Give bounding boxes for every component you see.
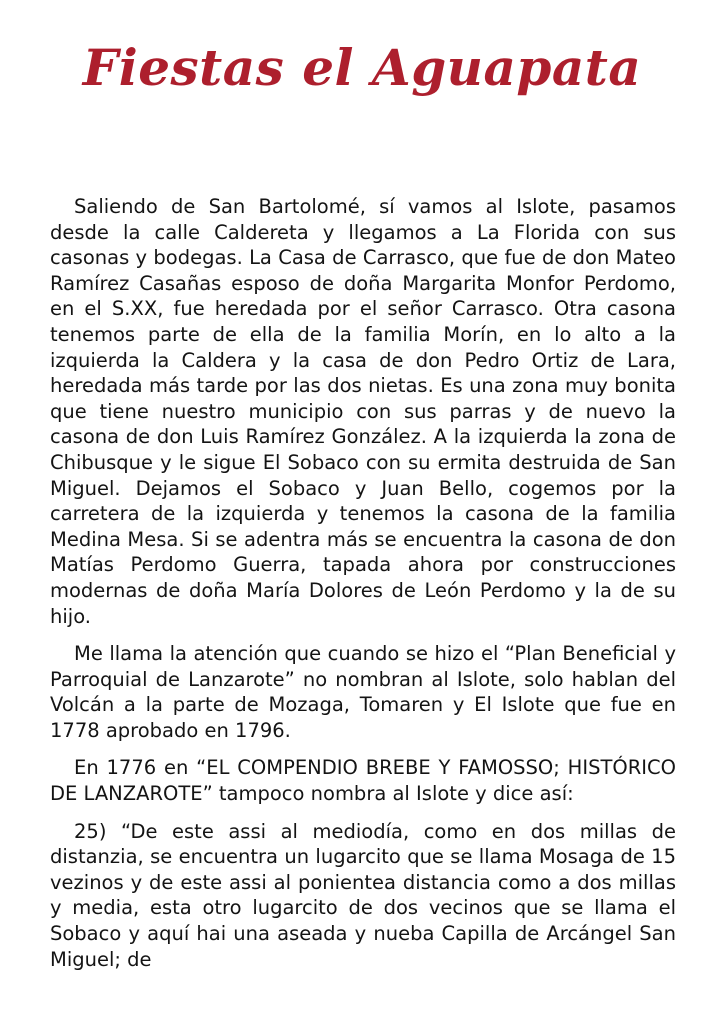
paragraph-1: Saliendo de San Bartolomé, sí vamos al Islote, pasamos desde la calle Caldereta y llegamos a La Florida con sus casonas y bodegas. La Casa de Carrasco, que fue de don Mateo Ramírez Casañas esposo de doña Margarita Monfor Perdomo, en el S.XX, fue heredada por el señor Carrasco. Otra casona tenemos parte de ella de la familia Morín, en lo alto a la izquierda la Caldera y la casa de don Pedro Ortiz de Lara, heredada más tarde por las dos nietas. Es una zona muy bonita que tiene nuestro municipio con sus parras y de nuevo la casona de don Luis Ramírez González. A la izquierda la zona de Chibusque y le sigue El Sobaco con su ermita destruida de San Miguel. Dejamos el Sobaco y Juan Bello, cogemos por la carretera de la izquierda y tenemos la casona de la familia Medina Mesa. Si se adentra más se encuentra la casona de don Matías Perdomo Guerra, tapada ahora por construcciones modernas de doña María Dolores de León Perdomo y la de su hijo. <box>50 195 676 628</box>
page-title: Fiestas el Aguapata <box>82 38 642 97</box>
paragraph-3: En 1776 en “EL COMPENDIO BREBE Y FAMOSSO; HISTÓRICO DE LANZAROTE” tampoco nombra al Islote y dice así: <box>50 756 676 806</box>
paragraph-4: 25) “De este assi al mediodía, como en dos millas de distanzia, se encuentra un lugarcito que se llama Mosaga de 15 vezinos y de este assi al ponientea distancia como a dos millas y media, esta otro lugarcito de dos vecinos que se llama el Sobaco y aquí hai una aseada y nueba Capilla de Arcángel San Miguel; de <box>50 819 676 971</box>
paragraph-2: Me llama la atención que cuando se hizo el “Plan Beneficial y Parroquial de Lanzarote” no nombran al Islote, solo hablan del Volcán a la parte de Mozaga, Tomaren y El Islote que fue en 1778 aprobado en 1796. <box>50 642 676 742</box>
body-text <box>50 194 676 972</box>
